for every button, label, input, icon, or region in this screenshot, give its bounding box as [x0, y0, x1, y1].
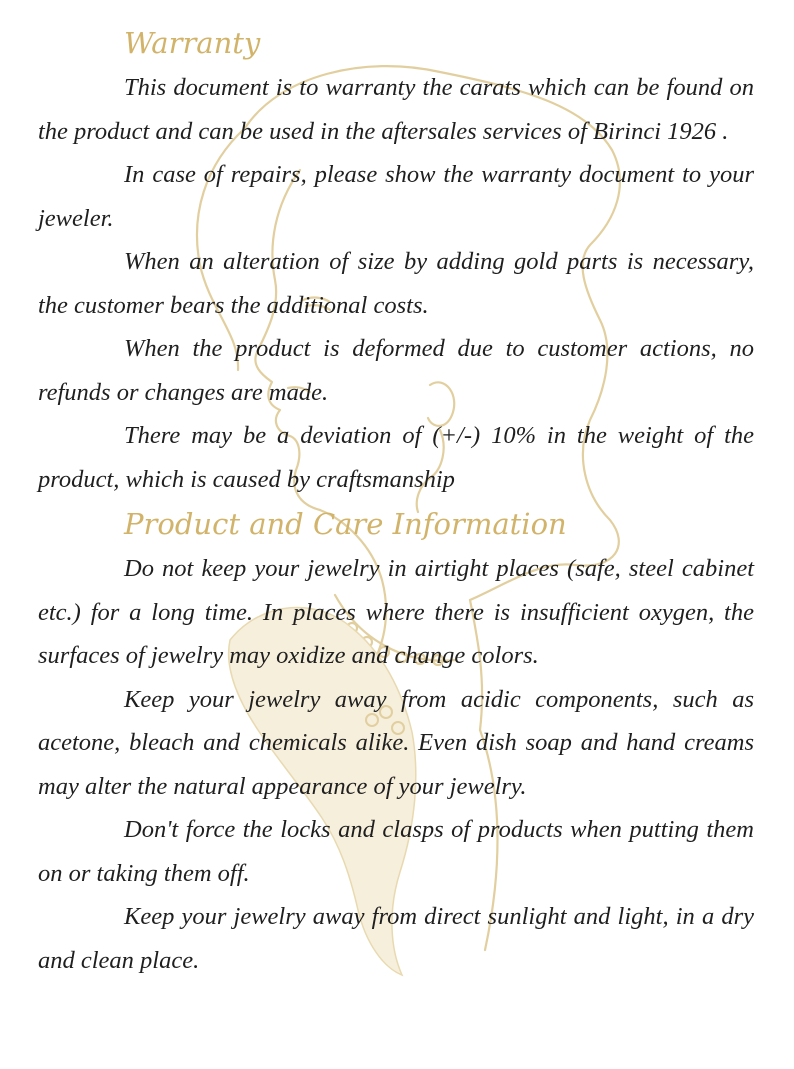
care-heading: Product and Care Information: [124, 507, 567, 541]
care-paragraph-clasps: Don't force the locks and clasps of products when putting them on or taking them off.: [38, 816, 754, 887]
warranty-section: [38, 20, 754, 501]
care-paragraph-acidic: Keep your jewelry away from acidic components, such as acetone, bleach and chemicals alike. Even dish soap and hand creams may alter the natural appearance of your jewelry.: [38, 685, 754, 800]
warranty-document: [38, 20, 754, 982]
warranty-paragraph-size-alteration: When an alteration of size by adding gold parts is necessary, the customer bears the additional costs.: [38, 248, 754, 319]
warranty-paragraph-carats: This document is to warranty the carats which can be found on the product and can be used in the aftersales services of Birinci 1926 .: [38, 74, 754, 145]
warranty-paragraph-repairs: In case of repairs, please show the warranty document to your jeweler.: [38, 161, 754, 232]
care-paragraph-airtight: Do not keep your jewelry in airtight places (safe, steel cabinet etc.) for a long time. In places where there is insufficient oxygen, the surfaces of jewelry may oxidize and change colors.: [38, 555, 754, 669]
warranty-paragraph-weight-deviation: There may be a deviation of (+/-) 10% in the weight of the product, which is caused by craftsmanship: [38, 422, 754, 493]
care-section: [38, 501, 754, 982]
care-paragraph-sunlight: Keep your jewelry away from direct sunlight and light, in a dry and clean place.: [38, 903, 754, 974]
warranty-paragraph-deformation: When the product is deformed due to customer actions, no refunds or changes are made.: [38, 335, 754, 406]
warranty-heading: Warranty: [124, 26, 261, 60]
